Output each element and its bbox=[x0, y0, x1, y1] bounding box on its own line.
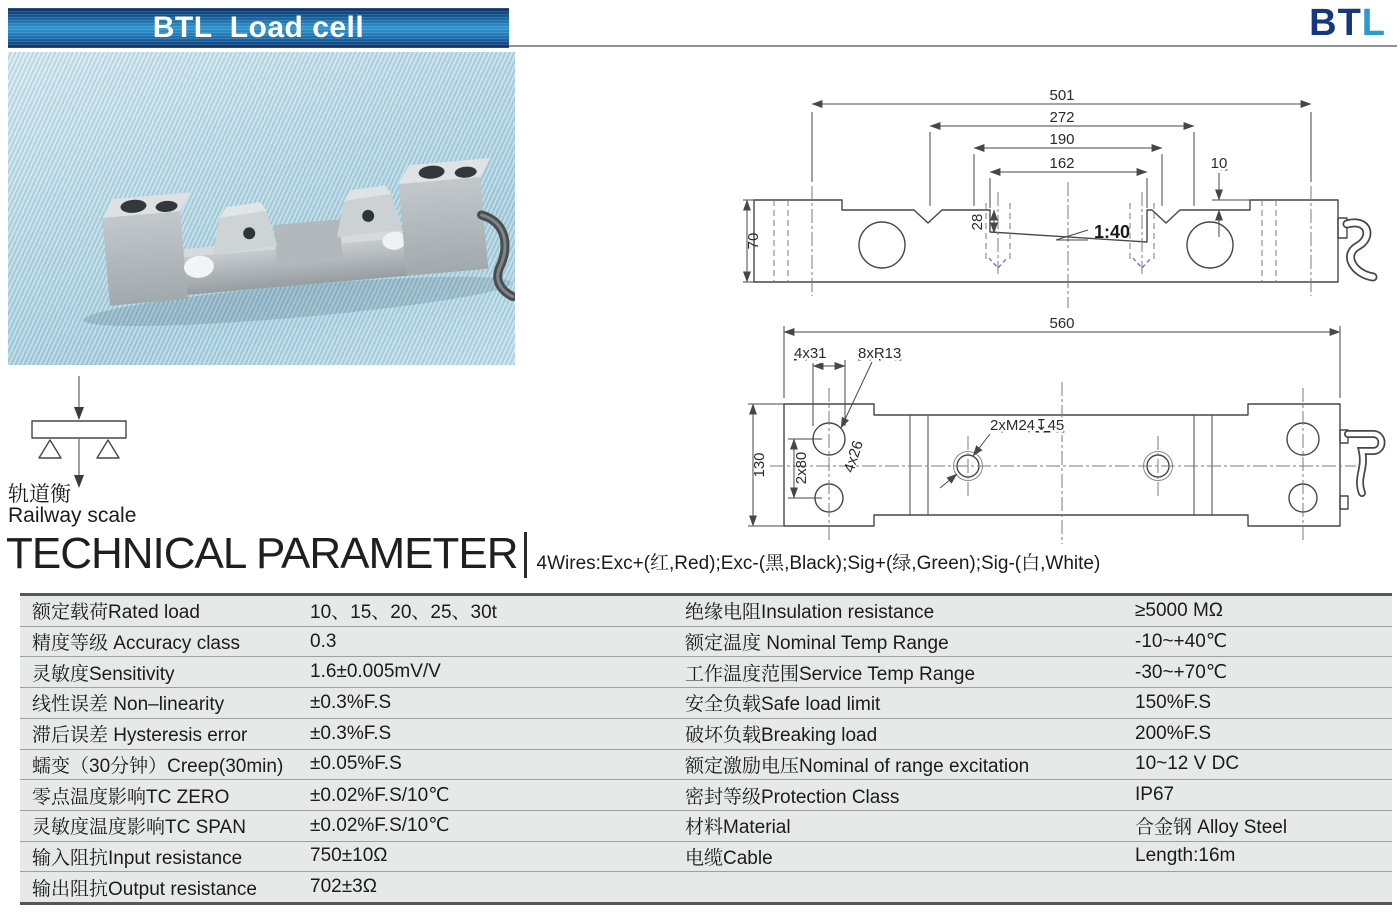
param-label-left: 滞后误差 Hysteresis error bbox=[32, 725, 248, 747]
title-divider-bar bbox=[524, 532, 527, 578]
beam-symbol bbox=[32, 421, 126, 438]
param-label-left: 额定载荷Rated load bbox=[32, 602, 200, 624]
param-label-right: 额定激励电压Nominal of range excitation bbox=[685, 755, 1030, 777]
param-label-left: 线性误差 Non–linearity bbox=[32, 694, 225, 716]
dim-label: 28 bbox=[969, 213, 986, 231]
param-value-left: 10、15、20、25、30t bbox=[310, 602, 497, 624]
param-value-right: IP67 bbox=[1135, 784, 1175, 806]
dim-label: 4x26 bbox=[840, 438, 867, 475]
support-triangle-left bbox=[39, 440, 61, 458]
dim-label: 2x80 bbox=[793, 451, 810, 485]
dim-label: 4x31 bbox=[794, 345, 827, 362]
param-value-right: 200%F.S bbox=[1135, 722, 1212, 744]
param-value-left: ±0.02%F.S/10℃ bbox=[310, 784, 450, 806]
application-name-zh: 轨道衡 bbox=[8, 483, 71, 506]
wiring-note: 4Wires:Exc+(红,Red);Exc-(黑,Black);Sig+(绿,Green);Sig-(白,White) bbox=[536, 553, 1101, 574]
dim-label: 130 bbox=[751, 452, 768, 478]
dim-label: 272 bbox=[1049, 109, 1075, 126]
brand-suffix: L bbox=[1361, 2, 1386, 44]
param-label-right: 密封等级Protection Class bbox=[685, 786, 900, 808]
application-name-en: Railway scale bbox=[8, 504, 137, 527]
param-label-left: 蠕变（30分钟）Creep(30min) bbox=[32, 755, 284, 777]
parameter-table bbox=[20, 593, 1392, 905]
param-label-right: 材料Material bbox=[685, 817, 791, 839]
slope-label: 1:40 bbox=[1094, 222, 1131, 242]
header-divider bbox=[509, 45, 1397, 47]
load-cell-body bbox=[72, 157, 513, 336]
table-row bbox=[20, 596, 1392, 627]
load-cell-photo-render bbox=[8, 52, 515, 365]
param-label-left: 精度等级 Accuracy class bbox=[32, 633, 240, 655]
param-value-right: 合金钢 Alloy Steel bbox=[1135, 817, 1288, 839]
table-row bbox=[20, 750, 1392, 781]
param-value-left: 1.6±0.005mV/V bbox=[310, 661, 441, 683]
param-value-right: 150%F.S bbox=[1135, 691, 1212, 713]
dim-label: 501 bbox=[1049, 87, 1075, 104]
thread-label: 2xM24↧45 bbox=[990, 417, 1065, 434]
title-banner bbox=[8, 8, 509, 48]
table-row bbox=[20, 842, 1392, 873]
param-label-left: 灵敏度温度影响TC SPAN bbox=[32, 817, 246, 839]
param-value-right: 10~12 V DC bbox=[1135, 753, 1240, 775]
param-label-left: 输入阻抗Input resistance bbox=[32, 847, 243, 869]
param-value-left: 702±3Ω bbox=[310, 876, 377, 898]
param-label-right: 绝缘电阻Insulation resistance bbox=[685, 602, 935, 624]
param-value-left: ±0.05%F.S bbox=[310, 753, 402, 775]
table-row bbox=[20, 657, 1392, 688]
param-value-left: 0.3 bbox=[310, 630, 337, 652]
param-label-left: 灵敏度Sensitivity bbox=[32, 663, 175, 685]
brand-prefix: BT bbox=[1309, 2, 1362, 44]
param-label-right: 安全负载Safe load limit bbox=[685, 694, 881, 716]
force-arrow-bottom-head bbox=[74, 475, 84, 488]
product-photo bbox=[8, 52, 515, 365]
param-value-left: 750±10Ω bbox=[310, 845, 388, 867]
param-value-left: ±0.3%F.S bbox=[310, 691, 392, 713]
param-value-left: ±0.02%F.S/10℃ bbox=[310, 815, 450, 837]
support-triangle-right bbox=[97, 440, 119, 458]
page-title: BTL Load cell bbox=[152, 11, 365, 44]
top-view-part bbox=[770, 382, 1382, 544]
dim-label: 560 bbox=[1049, 318, 1075, 332]
left-block-front bbox=[102, 211, 187, 305]
side-view-drawing bbox=[742, 82, 1397, 314]
right-block-front bbox=[399, 177, 489, 276]
dim-label: 10 bbox=[1210, 155, 1228, 172]
table-row bbox=[20, 780, 1392, 811]
top-view-dimensions bbox=[748, 318, 1340, 526]
table-row bbox=[20, 688, 1392, 719]
table-row bbox=[20, 627, 1392, 658]
param-value-right: Length:16m bbox=[1135, 845, 1236, 867]
section-title: TECHNICAL PARAMETER bbox=[6, 529, 518, 578]
param-value-right: -10~+40℃ bbox=[1135, 631, 1228, 653]
dim-label: 8xR13 bbox=[858, 345, 902, 362]
side-view-dimensions bbox=[743, 87, 1311, 282]
dim-label: 190 bbox=[1049, 131, 1075, 148]
dim-label: 70 bbox=[745, 232, 762, 250]
table-row bbox=[20, 872, 1392, 902]
param-value-right: ≥5000 MΩ bbox=[1135, 599, 1224, 621]
brand-logo bbox=[1309, 4, 1386, 42]
param-label-right: 额定温度 Nominal Temp Range bbox=[685, 633, 949, 655]
param-value-right: -30~+70℃ bbox=[1135, 661, 1228, 683]
center-recess bbox=[274, 219, 343, 263]
top-view-drawing bbox=[742, 318, 1397, 546]
table-row bbox=[20, 811, 1392, 842]
param-value-left: ±0.3%F.S bbox=[310, 722, 392, 744]
table-row bbox=[20, 719, 1392, 750]
param-label-right: 工作温度范围Service Temp Range bbox=[685, 663, 976, 685]
param-label-left: 零点温度影响TC ZERO bbox=[32, 786, 230, 808]
param-label-right: 破坏负载Breaking load bbox=[685, 725, 878, 747]
param-label-right: 电缆Cable bbox=[685, 847, 773, 869]
dim-label: 162 bbox=[1049, 155, 1075, 172]
side-view-part bbox=[754, 182, 1373, 308]
param-label-left: 输出阻抗Output resistance bbox=[32, 878, 257, 900]
cable-core bbox=[1348, 434, 1382, 493]
force-arrow-top-head bbox=[74, 407, 84, 420]
